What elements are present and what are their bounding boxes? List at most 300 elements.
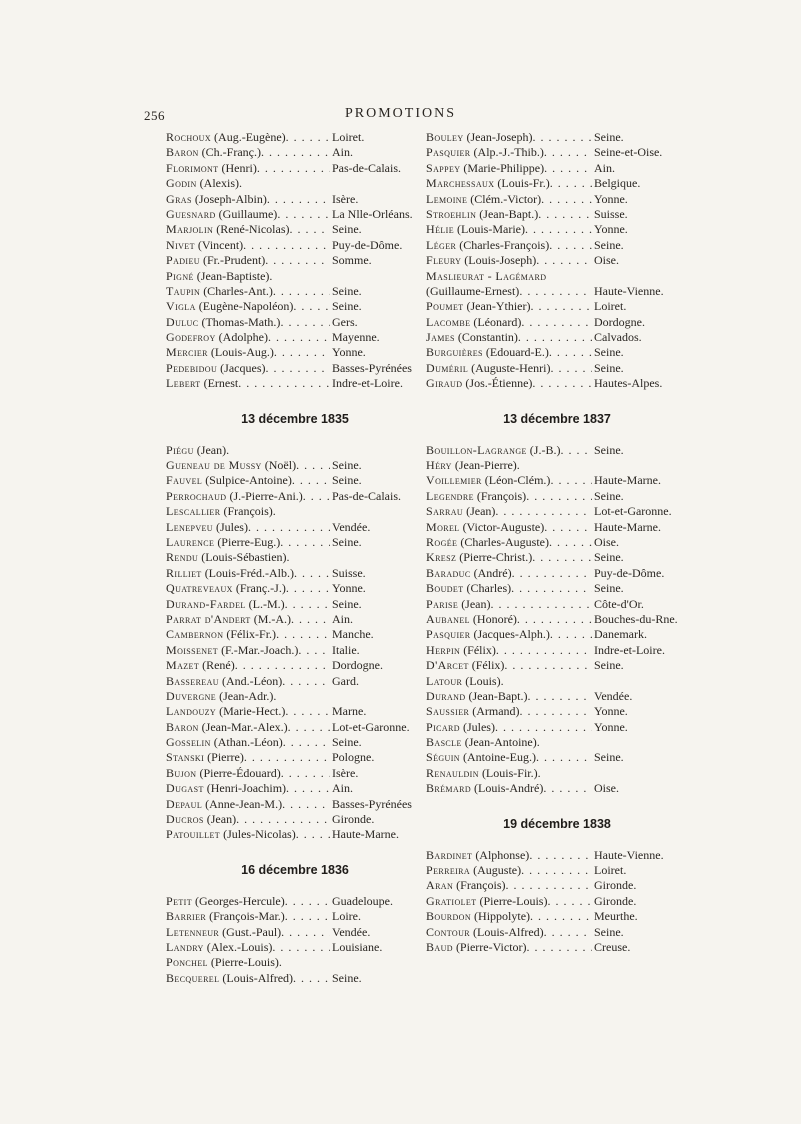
name-text [166, 284, 273, 299]
name-text [166, 689, 276, 704]
dot-leader [272, 940, 330, 955]
person-name [426, 612, 592, 627]
given-names: (Pierre-Édouard) [199, 765, 281, 780]
place-of-origin: Indre-et-Loire. [594, 642, 665, 657]
dot-leader [532, 550, 592, 565]
surname: Gueneau de Mussy [166, 458, 262, 473]
surname: Quatreveaux [166, 581, 233, 596]
given-names: (Jean) [461, 596, 491, 611]
dot-leader [544, 161, 592, 176]
list-item [166, 566, 424, 581]
list-item [426, 345, 688, 360]
dot-leader [296, 458, 330, 473]
given-names: (Constantin) [457, 330, 518, 345]
dot-leader [282, 955, 330, 970]
name-text [166, 955, 282, 970]
given-names: (Guillaume) [218, 206, 278, 221]
list-item [426, 674, 688, 689]
dot-leader [285, 704, 330, 719]
person-name [426, 504, 592, 519]
given-names: (Louis-Fir.). [481, 765, 541, 780]
given-names: (Pierre-Victor) [455, 939, 527, 954]
surname: Landouzy [166, 704, 217, 719]
name-text [166, 504, 276, 519]
place-of-origin: Gironde. [332, 812, 375, 827]
place-of-origin: Ain. [332, 781, 353, 796]
person-name [166, 458, 330, 473]
given-names: (J.-Pierre-Ani.) [229, 488, 303, 503]
name-text [426, 612, 517, 627]
surname: Burguières [426, 345, 483, 360]
surname: Mazet [166, 658, 200, 673]
person-name [166, 284, 330, 299]
surname: Giraud [426, 376, 463, 391]
name-text [426, 643, 496, 658]
person-name [166, 130, 330, 145]
dot-leader [290, 550, 330, 565]
name-text [166, 222, 290, 237]
person-name [166, 345, 330, 360]
person-name [426, 222, 592, 237]
surname: Baron [166, 719, 199, 734]
place-of-origin: Ain. [332, 145, 353, 160]
surname: Sarrau [426, 504, 464, 519]
person-name [426, 458, 592, 473]
given-names: (Anne-Jean-M.) [205, 796, 283, 811]
dot-leader [496, 643, 592, 658]
surname: Kresz [426, 550, 457, 565]
name-text [166, 315, 280, 330]
dot-leader [519, 284, 592, 299]
dot-leader [276, 627, 330, 642]
name-text [166, 720, 288, 735]
list-item [426, 627, 688, 642]
name-text [426, 720, 495, 735]
person-name [426, 376, 592, 391]
given-names: (Louis-Sébastien). [201, 550, 290, 565]
person-name [426, 704, 592, 719]
place-of-origin: Dordogne. [332, 658, 383, 673]
surname: Fauvel [166, 473, 203, 488]
list-item [426, 458, 688, 473]
list-item [426, 750, 688, 765]
surname: Baud [426, 939, 453, 954]
name-text [166, 489, 303, 504]
list-item [426, 161, 688, 176]
given-names: (Auguste-Henri) [471, 360, 551, 375]
surname: Pigné [166, 268, 194, 283]
surname: Durand [426, 688, 466, 703]
name-text [426, 878, 506, 893]
dot-leader [549, 345, 592, 360]
surname: Lebert [166, 376, 201, 391]
list-item [166, 689, 424, 704]
place-of-origin: Seine. [332, 283, 362, 298]
list-item [426, 330, 688, 345]
name-text [166, 473, 292, 488]
dot-leader [242, 176, 330, 191]
person-name [166, 909, 330, 924]
name-text [426, 658, 504, 673]
given-names: (Armand) [472, 704, 520, 719]
surname: Duluc [166, 314, 199, 329]
surname: Séguin [426, 750, 460, 765]
name-text [166, 627, 276, 642]
given-names: (Félix) [471, 658, 505, 673]
dot-leader [491, 597, 592, 612]
name-text [426, 145, 544, 160]
name-text [426, 130, 533, 145]
list-item [426, 940, 688, 955]
surname: Perreira [426, 863, 471, 878]
dot-leader [504, 658, 592, 673]
list-item [166, 597, 424, 612]
surname: Legendre [426, 488, 474, 503]
place-of-origin: Ain. [594, 160, 615, 175]
surname: Parrat d'Andert [166, 611, 251, 626]
surname: Guesnard [166, 206, 216, 221]
place-of-origin: Danemark. [594, 627, 647, 642]
list-item [166, 207, 424, 222]
name-text [166, 238, 243, 253]
list-item [166, 269, 424, 284]
person-name [166, 955, 330, 970]
surname: Petit [166, 893, 192, 908]
name-text [426, 627, 550, 642]
given-names: (Charles-Ant.) [203, 283, 273, 298]
surname: Vigla [166, 299, 196, 314]
list-item [426, 658, 688, 673]
name-text [166, 940, 272, 955]
dot-leader [529, 848, 592, 863]
list-item [166, 750, 424, 765]
given-names: (Pierre) [207, 750, 244, 765]
place-of-origin: Bouches-du-Rne. [594, 611, 678, 626]
given-names: (Léon-Clém.) [484, 473, 551, 488]
list-item [426, 704, 688, 719]
list-item [426, 130, 688, 145]
surname: Bouillon-Lagrange [426, 442, 527, 457]
dot-leader [280, 535, 330, 550]
person-name [426, 315, 592, 330]
name-text [166, 376, 238, 391]
place-of-origin: Lot-et-Garonne. [594, 504, 672, 519]
surname: Duméril [426, 360, 469, 375]
given-names: (And.-Léon) [221, 673, 283, 688]
name-text [426, 222, 525, 237]
name-text [166, 207, 277, 222]
given-names: (Jean-Antoine). [464, 735, 540, 750]
surname: Becquerel [166, 970, 220, 985]
person-name [426, 361, 592, 376]
surname: Pasquier [426, 627, 471, 642]
place-of-origin: Seine. [594, 345, 624, 360]
dot-leader [546, 269, 592, 284]
place-of-origin: Mayenne. [332, 330, 380, 345]
list-item [426, 504, 688, 519]
place-of-origin: Meurthe. [594, 909, 638, 924]
person-name [166, 315, 330, 330]
list-item [166, 176, 424, 191]
list-item [166, 925, 424, 940]
given-names: (Louis-Alfred) [222, 970, 294, 985]
place-of-origin: Yonne. [332, 581, 366, 596]
given-names: (Jean-Mar.-Alex.) [201, 719, 288, 734]
list-item [166, 812, 424, 827]
given-names: (François-Mar.) [209, 909, 285, 924]
given-names: (Félix-Fr.) [226, 627, 277, 642]
dot-leader [273, 284, 330, 299]
name-text [426, 735, 540, 750]
person-name [426, 750, 592, 765]
name-text [166, 535, 280, 550]
name-text [166, 658, 235, 673]
list-item [426, 863, 688, 878]
person-name [166, 674, 330, 689]
list-item [426, 612, 688, 627]
given-names: (Charles-François) [459, 237, 550, 252]
person-name [166, 766, 330, 781]
dot-leader [286, 581, 330, 596]
given-names: (René) [202, 658, 235, 673]
surname: Marchessaux [426, 176, 495, 191]
given-names: (Fr.-Prudent) [202, 253, 266, 268]
list-item [166, 443, 424, 458]
given-names: (Louis-Joseph) [464, 253, 537, 268]
dot-leader [296, 827, 330, 842]
surname: Bouley [426, 130, 464, 144]
place-of-origin [330, 504, 424, 519]
dot-leader [292, 473, 330, 488]
surname: Durand-Fardel [166, 596, 246, 611]
surname: Taupin [166, 283, 201, 298]
person-name [166, 704, 330, 719]
person-name [166, 473, 330, 488]
place-of-origin: Gironde. [594, 893, 637, 908]
person-name [166, 894, 330, 909]
surname: Perrochaud [166, 488, 227, 503]
list-item [166, 550, 424, 565]
list-item [166, 299, 424, 314]
surname: Hélie [426, 222, 454, 237]
person-name [166, 253, 330, 268]
dot-leader [267, 192, 330, 207]
person-name [426, 520, 592, 535]
given-names: (Eugène-Napoléon) [198, 299, 294, 314]
list-item [426, 566, 688, 581]
given-names: (Jos.-Étienne) [465, 376, 533, 391]
surname: Voillemier [426, 473, 482, 488]
list-item [166, 284, 424, 299]
place-of-origin: Yonne. [594, 704, 628, 719]
place-of-origin: Yonne. [594, 719, 628, 734]
place-of-origin: Seine. [332, 534, 362, 549]
surname: Rochoux [166, 130, 212, 144]
surname: Baron [166, 145, 199, 160]
list-item [166, 238, 424, 253]
person-name [426, 330, 592, 345]
dot-leader [550, 473, 592, 488]
place-of-origin: Guadeloupe. [332, 893, 393, 908]
surname: Pedebidou [166, 360, 218, 375]
dot-leader [236, 812, 330, 827]
name-text [166, 192, 267, 207]
dot-leader [274, 345, 330, 360]
dot-leader [547, 894, 592, 909]
surname: Parise [426, 596, 459, 611]
list-item [426, 581, 688, 596]
dot-leader [525, 222, 592, 237]
given-names: (Jean) [206, 812, 237, 827]
given-names: (Hippolyte) [474, 909, 531, 924]
list-item [426, 315, 688, 330]
given-names: (Jean-Ythier) [466, 299, 531, 314]
list-item [426, 909, 688, 924]
given-names: (Alex.-Louis) [206, 939, 273, 954]
name-text [166, 345, 274, 360]
dot-leader [268, 330, 330, 345]
name-text [426, 674, 504, 689]
person-name [166, 735, 330, 750]
given-names: (Pierre-Louis) [479, 893, 548, 908]
surname: Brémard [426, 781, 472, 796]
given-names: (Jacques-Alph.) [473, 627, 550, 642]
list-item [426, 848, 688, 863]
person-name [426, 581, 592, 596]
person-name [426, 627, 592, 642]
dot-leader [526, 489, 592, 504]
place-of-origin: Vendée. [594, 688, 633, 703]
person-name [426, 238, 592, 253]
surname: Saussier [426, 704, 470, 719]
place-of-origin: Loiret. [594, 863, 627, 878]
surname: Duvergne [166, 688, 217, 703]
place-of-origin: Puy-de-Dôme. [594, 565, 665, 580]
given-names: (Louis-Aug.) [210, 345, 274, 360]
dot-leader [495, 720, 592, 735]
given-names: (J.-B.) [529, 442, 561, 457]
dot-leader [550, 176, 592, 191]
person-name [426, 643, 592, 658]
surname: Gratiolet [426, 893, 477, 908]
list-item [426, 643, 688, 658]
dot-leader [543, 781, 592, 796]
place-of-origin [330, 443, 424, 458]
person-name [426, 550, 592, 565]
given-names: (Honoré) [472, 611, 517, 626]
person-name [166, 330, 330, 345]
name-text [166, 566, 294, 581]
person-name [426, 253, 592, 268]
place-of-origin: Pologne. [332, 750, 375, 765]
dot-leader [520, 458, 592, 473]
surname: Rogée [426, 534, 458, 549]
list-item [166, 520, 424, 535]
person-name [166, 597, 330, 612]
list-item [166, 581, 424, 596]
person-name [426, 535, 592, 550]
given-names: (Marie-Philippe) [463, 160, 545, 175]
list-item [426, 894, 688, 909]
dot-leader [541, 192, 592, 207]
given-names: (François) [456, 878, 506, 893]
place-of-origin: Haute-Marne. [594, 473, 661, 488]
person-name [426, 597, 592, 612]
given-names: (Louis-Alfred) [473, 924, 544, 939]
name-text [166, 797, 282, 812]
place-of-origin: Seine. [332, 299, 362, 314]
surname: Maslieurat - Lagémard [426, 268, 547, 283]
surname: Mercier [166, 345, 208, 360]
person-name [166, 361, 330, 376]
list-item [426, 735, 688, 750]
name-text [426, 207, 538, 222]
list-item [166, 658, 424, 673]
page-title: PROMOTIONS [344, 106, 456, 121]
name-text [166, 704, 285, 719]
dot-leader [506, 878, 593, 893]
place-of-origin: Gers. [332, 314, 358, 329]
right-column [426, 130, 688, 955]
list-item [426, 145, 688, 160]
given-names: (François) [476, 488, 527, 503]
dot-leader [281, 925, 330, 940]
person-name [426, 345, 592, 360]
person-name [166, 720, 330, 735]
name-text [166, 750, 244, 765]
given-names: (Guillaume-Ernest) [426, 283, 520, 298]
given-names: (Léonard) [473, 314, 522, 329]
place-of-origin [592, 269, 688, 284]
person-name [426, 689, 592, 704]
place-of-origin: Lot-et-Garonne. [332, 719, 410, 734]
name-text [426, 299, 530, 314]
surname: Padieu [166, 253, 200, 268]
place-of-origin: Suisse. [594, 206, 628, 221]
person-name [166, 269, 330, 284]
name-text [166, 253, 265, 268]
dot-leader [276, 689, 330, 704]
dot-leader [530, 909, 592, 924]
given-names: (René-Nicolas) [216, 222, 290, 237]
name-text [426, 520, 544, 535]
person-name [166, 812, 330, 827]
place-of-origin [330, 550, 424, 565]
person-name [166, 797, 330, 812]
place-of-origin: Seine. [594, 750, 624, 765]
given-names: (André) [473, 565, 512, 580]
dot-leader [265, 361, 330, 376]
list-item [166, 222, 424, 237]
list-item [166, 766, 424, 781]
person-name [166, 176, 330, 191]
name-text [166, 550, 290, 565]
name-text [166, 458, 296, 473]
place-of-origin: Oise. [594, 781, 619, 796]
page-number: 256 [144, 108, 165, 123]
list-item [426, 489, 688, 504]
surname: Pasquier [426, 145, 471, 160]
person-name [166, 238, 330, 253]
dot-leader [229, 443, 330, 458]
place-of-origin: Creuse. [594, 939, 631, 954]
surname: Lescallier [166, 504, 221, 519]
given-names: (Jean-Bapt.) [479, 206, 539, 221]
name-text [426, 689, 528, 704]
place-of-origin: Indre-et-Loire. [332, 376, 403, 391]
list-item [166, 361, 424, 376]
name-text [166, 971, 293, 986]
